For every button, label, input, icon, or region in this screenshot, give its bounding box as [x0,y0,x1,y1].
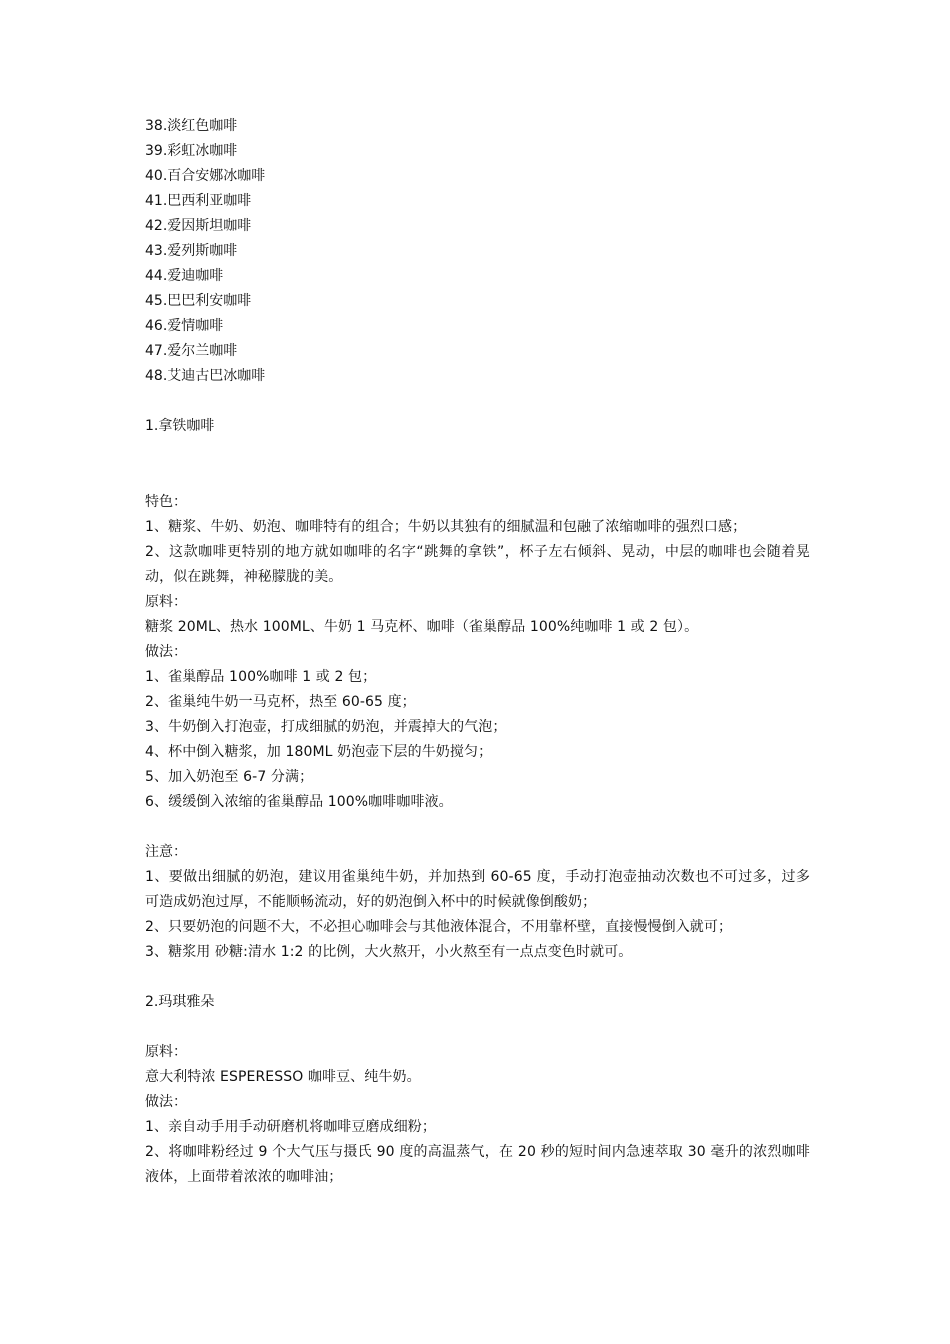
features-label: 特色： [145,494,187,510]
note-item: 3、糖浆用 砂糖:清水 1:2 的比例，大火熬开，小火熬至有一点点变色时就可。 [145,944,633,960]
method-step: 1、亲自动手用手动研磨机将咖啡豆磨成细粉； [145,1119,437,1135]
section-title: 1.拿铁咖啡 [145,418,215,434]
coffee-list [145,114,810,389]
method-label: 做法： [145,644,187,660]
section-latte [145,414,810,965]
list-item: 39.彩虹冰咖啡 [145,143,238,159]
list-item: 45.巴巴利安咖啡 [145,293,252,309]
feature-item: 1、糖浆、牛奶、奶泡、咖啡特有的组合；牛奶以其独有的细腻温和包融了浓缩咖啡的强烈口感； [145,519,747,535]
section-macchiato [145,990,810,1190]
method-step: 5、加入奶泡至 6-7 分满； [145,769,314,785]
list-item: 48.艾迪古巴冰咖啡 [145,368,266,384]
list-item: 44.爱迪咖啡 [145,268,224,284]
ingredients-text: 意大利特浓 ESPERESSO 咖啡豆、纯牛奶。 [145,1069,421,1085]
notes-label: 注意： [145,844,187,860]
method-step: 2、雀巢纯牛奶一马克杯，热至 60-65 度； [145,694,416,710]
list-item: 40.百合安娜冰咖啡 [145,168,266,184]
method-step: 4、杯中倒入糖浆，加 180ML 奶泡壶下层的牛奶搅匀； [145,744,493,760]
method-step: 6、缓缓倒入浓缩的雀巢醇品 100%咖啡咖啡液。 [145,794,453,810]
method-step: 2、将咖啡粉经过 9 个大气压与摄氏 90 度的高温蒸气，在 20 秒的短时间内急速萃取 30 毫升的浓烈咖啡液体，上面带着浓浓的咖啡油； [145,1144,810,1185]
feature-item: 2、这款咖啡更特别的地方就如咖啡的名字“跳舞的拿铁”，杯子左右倾斜、晃动，中层的咖啡也会随着晃动，似在跳舞，神秘朦胧的美。 [145,544,810,585]
ingredients-label: 原料： [145,594,187,610]
list-item: 47.爱尔兰咖啡 [145,343,238,359]
ingredients-text: 糖浆 20ML、热水 100ML、牛奶 1 马克杯、咖啡（雀巢醇品 100%纯咖啡 1 或 2 包）。 [145,619,699,635]
ingredients-label: 原料： [145,1044,187,1060]
method-label: 做法： [145,1094,187,1110]
section-title: 2.玛琪雅朵 [145,994,215,1010]
list-item: 38.淡红色咖啡 [145,118,238,134]
note-item: 1、要做出细腻的奶泡，建议用雀巢纯牛奶，并加热到 60-65 度，手动打泡壶抽动次数也不可过多，过多可造成奶泡过厚，不能顺畅流动，好的奶泡倒入杯中的时候就像倒酸奶； [145,869,810,910]
method-step: 1、雀巢醇品 100%咖啡 1 或 2 包； [145,669,377,685]
method-step: 3、牛奶倒入打泡壶，打成细腻的奶泡，并震掉大的气泡； [145,719,507,735]
list-item: 43.爱列斯咖啡 [145,243,238,259]
list-item: 41.巴西利亚咖啡 [145,193,252,209]
note-item: 2、只要奶泡的问题不大，不必担心咖啡会与其他液体混合，不用靠杯壁，直接慢慢倒入就可； [145,919,733,935]
list-item: 46.爱情咖啡 [145,318,224,334]
list-item: 42.爱因斯坦咖啡 [145,218,252,234]
document-page [145,114,810,1190]
